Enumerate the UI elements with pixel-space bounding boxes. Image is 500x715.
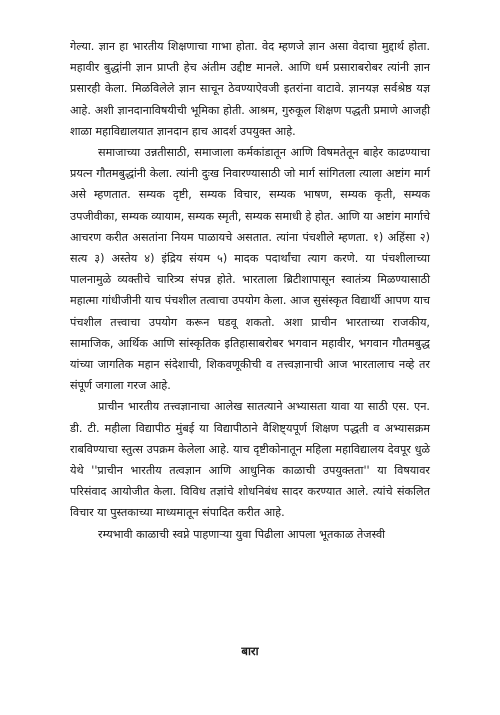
paragraph-1: गेल्या. ज्ञान हा भारतीय शिक्षणाचा गाभा होता. वेद म्हणजे ज्ञान असा वेदाचा मुद्दार्थ होता. महावीर बुद्धांनी ज्ञान प्राप्ती हेच अंतीम उद्दीष्ट मानले. आणि धर्म प्रसाराबरोबर त्यांनी ज्ञान प्रसारही केला. मिळविलेले ज्ञान साचून ठेवण्याऐवजी इतरांना वाटावे. ज्ञानयज्ञ सर्वश्रेष्ठ यज्ञ आहे. अशी ज्ञानदानाविषयीची भूमिका होती. आश्रम, गुरुकूल शिक्षण पद्धती प्रमाणे आजही शाळा महाविद्यालयात ज्ञानदान हाच आदर्श उपयुक्त आहे.: [70, 40, 430, 138]
page-number: बारा: [241, 644, 259, 658]
document-page: [70, 36, 430, 686]
paragraph-4: रम्यभावी काळाची स्वप्ने पाहणाऱ्या युवा पिढीला आपला भूतकाळ तेजस्वी: [98, 527, 386, 541]
paragraph-3: प्राचीन भारतीय तत्त्वज्ञानाचा आलेख सातत्याने अभ्यासता यावा या साठी एस. एन. डी. टी. महीला विद्यापीठ मुंबई या विद्यापीठाने वैशिष्ट्यपूर्ण शिक्षण पद्धती व अभ्यासक्रम राबविण्याचा स्तुत्स उपक्रम केलेला आहे. याच दृष्टीकोनातून महिला महाविद्यालय देवपूर धुळे येथे ''प्राचीन भारतीय तत्वज्ञान आणि आधुनिक काळाची उपयुक्तता'' या विषयावर परिसंवाद आयोजीत केला. विविध तज्ञांचे शोधनिबंध सादर करण्यात आले. त्यांचे संकलित विचार या पुस्तकाच्या माध्यमातून संपादित करीत आहे.: [70, 400, 430, 520]
paragraph-2: समाजाच्या उन्नतीसाठी, समाजाला कर्मकांडातून आणि विषमतेतून बाहेर काढण्याचा प्रयत्न गौतमबुद्धांनी केला. त्यांनी दुःख निवारण्यासाठी जो मार्ग सांगितला त्याला अष्टांग मार्ग असे म्हणतात. सम्यक दृष्टी, सम्यक विचार, सम्यक भाषण, सम्यक कृती, सम्यक उपजीवीका, सम्यक व्यायाम, सम्यक स्मृती, सम्यक समाधी हे होत. आणि या अष्टांग मार्गाचे आचरण करीत असतांना नियम पाळायचे असतात. त्यांना पंचशीले म्हणता. १) अहिंसा २) सत्य ३) अस्तेय ४) इंद्रिय संयम ५) मादक पदार्थांचा त्याग करणे. या पंचशीलाच्या पालनामुळे व्यक्तीचे चारित्र्य संपन्न होते. भारताला ब्रिटीशापासून स्वातंत्र्य मिळण्यासाठी महात्मा गांधीजीनी याच पंचशील तत्वाचा उपयोग केला. आज सुसंस्कृत विद्यार्थी आपण याच पंचशील तत्त्वाचा उपयोग करून घडवू शकतो. अशा प्राचीन भारताच्या राजकीय, सामाजिक, आर्थिक आणि सांस्कृतिक इतिहासाबरोबर भगवान महावीर, भगवान गौतमबुद्ध यांच्या जागतिक महान संदेशाची, शिकवणूकीची व तत्त्वज्ञानाची आज भारतालाच नव्हे तर संपूर्ण जगाला गरज आहे.: [70, 146, 430, 393]
